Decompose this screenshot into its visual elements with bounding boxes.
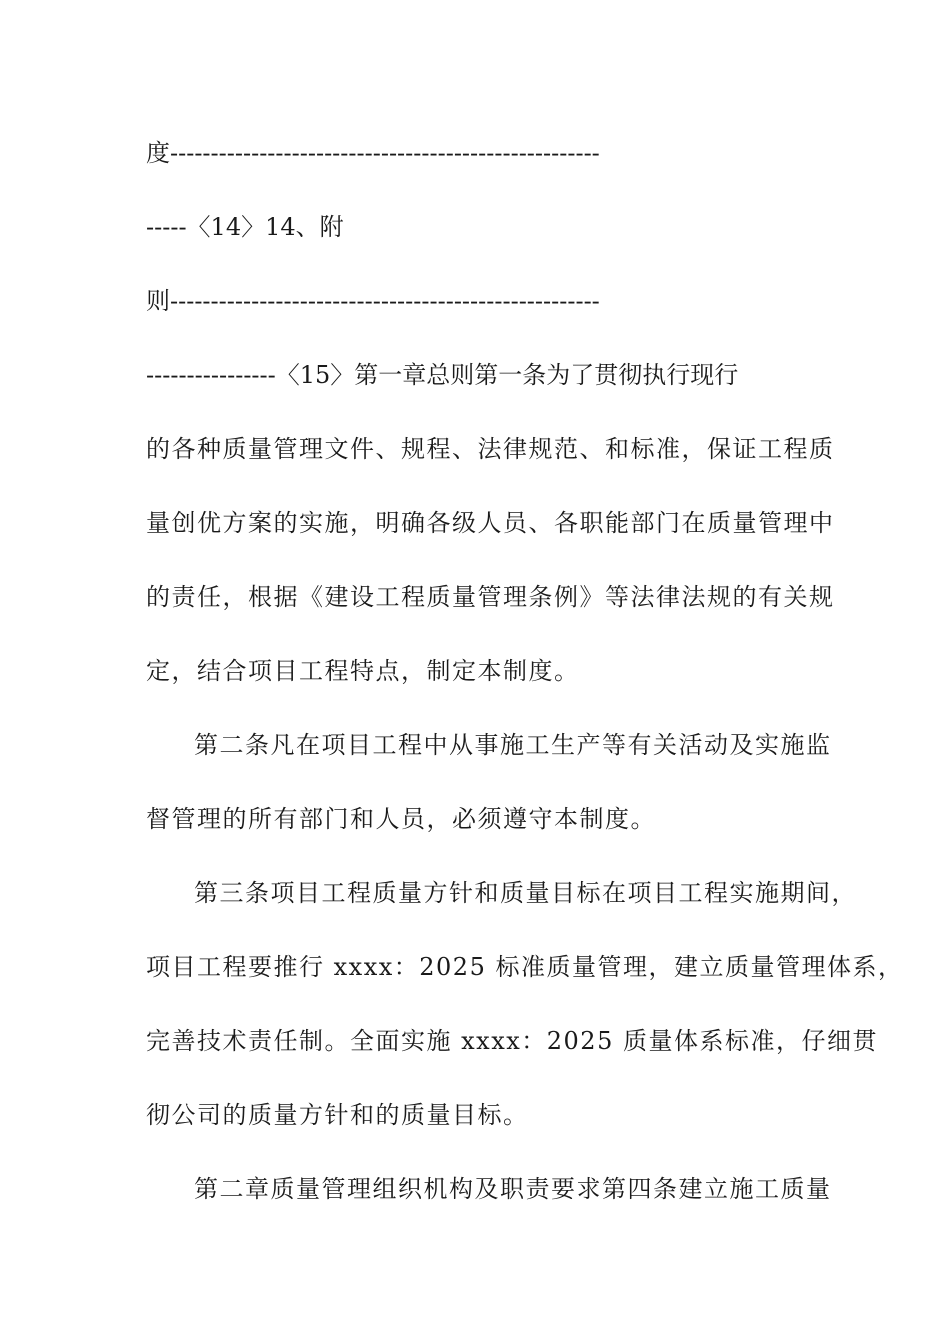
toc-line-3: 则-----------------------------------------------------	[146, 287, 600, 315]
paragraph-line: 的各种质量管理文件、规程、法律规范、和标准，保证工程质	[146, 435, 835, 463]
article-3-line-4: 彻公司的质量方针和的质量目标。	[146, 1101, 529, 1129]
article-3-line-2: 项目工程要推行 xxxx：2025 标准质量管理，建立质量管理体系，	[146, 953, 904, 981]
article-2-line-1: 第二条凡在项目工程中从事施工生产等有关活动及实施监	[194, 731, 832, 759]
toc-line-1: 度-----------------------------------------------------	[146, 139, 600, 167]
paragraph-line: 量创优方案的实施，明确各级人员、各职能部门在质量管理中	[146, 509, 835, 537]
toc-line-4: ----------------〈15〉第一章总则第一条为了贯彻执行现行	[146, 361, 739, 389]
article-2-line-2: 督管理的所有部门和人员，必须遵守本制度。	[146, 805, 656, 833]
article-3-line-1: 第三条项目工程质量方针和质量目标在项目工程实施期间，	[194, 879, 857, 907]
article-3-line-3: 完善技术责任制。全面实施 xxxx：2025 质量体系标准，仔细贯	[146, 1027, 878, 1055]
toc-line-2: -----〈14〉14、附	[146, 213, 344, 241]
chapter-2-heading-line: 第二章质量管理组织机构及职责要求第四条建立施工质量	[194, 1175, 832, 1203]
paragraph-line: 定，结合项目工程特点，制定本制度。	[146, 657, 580, 685]
paragraph-line: 的责任，根据《建设工程质量管理条例》等法律法规的有关规	[146, 583, 835, 611]
